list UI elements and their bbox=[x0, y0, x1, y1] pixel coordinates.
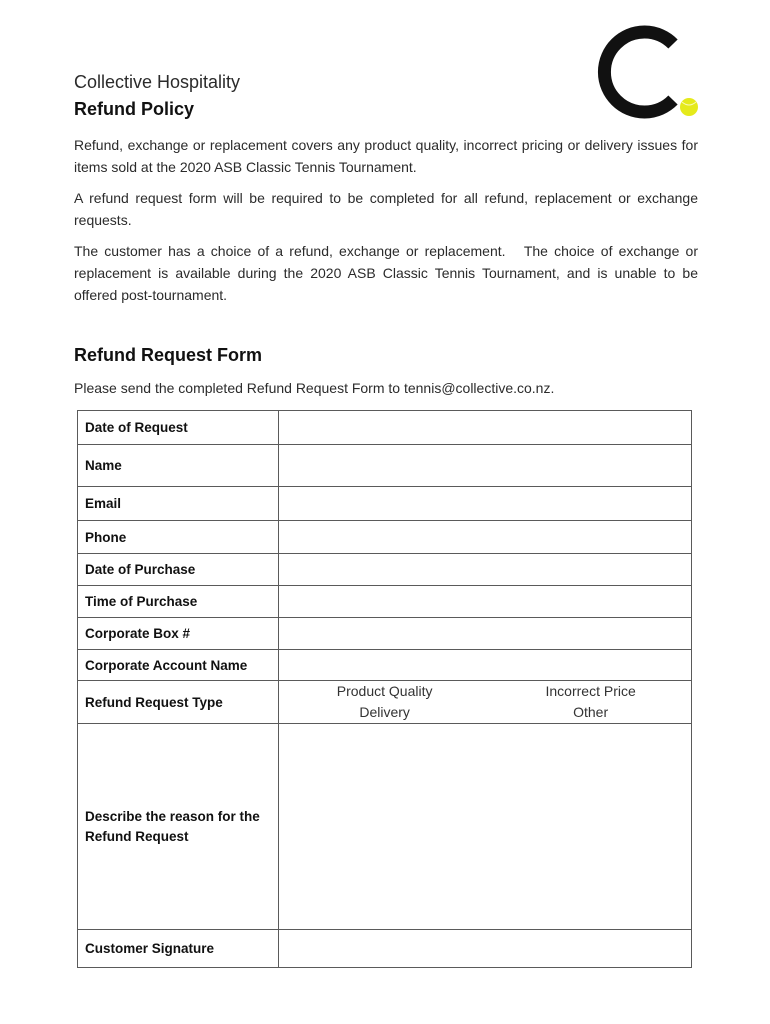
form-row-date-of-request bbox=[78, 411, 692, 445]
field-label: Customer Signature bbox=[78, 930, 279, 968]
form-row-name bbox=[78, 445, 692, 487]
time-of-purchase-field[interactable] bbox=[279, 586, 692, 618]
reason-textarea[interactable] bbox=[279, 724, 692, 930]
logo-tennis-ball-dot bbox=[680, 98, 698, 116]
company-name: Collective Hospitality bbox=[74, 72, 241, 92]
field-label: Date of Purchase bbox=[78, 554, 279, 586]
email-field[interactable] bbox=[279, 487, 692, 521]
form-row-time-of-purchase bbox=[78, 586, 692, 618]
field-label: Email bbox=[78, 487, 279, 521]
option-other[interactable]: Other bbox=[573, 704, 609, 720]
policy-paragraph: A refund request form will be required to be completed for all refund, replacement or exchange requests. bbox=[74, 190, 698, 228]
option-incorrect-price[interactable]: Incorrect Price bbox=[545, 683, 636, 699]
form-instructions: Please send the completed Refund Request Form to tennis@collective.co.nz. bbox=[74, 380, 555, 396]
form-row-phone bbox=[78, 521, 692, 554]
phone-field[interactable] bbox=[279, 521, 692, 554]
collective-logo bbox=[590, 22, 702, 122]
form-title: Refund Request Form bbox=[74, 345, 263, 365]
name-field[interactable] bbox=[279, 445, 692, 487]
request-type-options-left bbox=[279, 681, 491, 724]
field-label: Refund Request Type bbox=[78, 681, 279, 724]
form-row-email bbox=[78, 487, 692, 521]
corporate-account-name-field[interactable] bbox=[279, 650, 692, 681]
date-of-purchase-field[interactable] bbox=[279, 554, 692, 586]
refund-request-form-table bbox=[77, 410, 692, 968]
date-of-request-field[interactable] bbox=[279, 411, 692, 445]
form-row-reason bbox=[78, 724, 692, 930]
option-delivery[interactable]: Delivery bbox=[359, 704, 410, 720]
form-row-date-of-purchase bbox=[78, 554, 692, 586]
field-label: Date of Request bbox=[78, 411, 279, 445]
field-label: Describe the reason for the Refund Request bbox=[78, 724, 279, 930]
form-row-corporate-box bbox=[78, 618, 692, 650]
field-label: Corporate Box # bbox=[78, 618, 279, 650]
field-label: Corporate Account Name bbox=[78, 650, 279, 681]
field-label: Phone bbox=[78, 521, 279, 554]
customer-signature-field[interactable] bbox=[279, 930, 692, 968]
form-row-corporate-account-name bbox=[78, 650, 692, 681]
logo-letter-c bbox=[604, 32, 673, 112]
option-product-quality[interactable]: Product Quality bbox=[336, 683, 433, 699]
field-label: Name bbox=[78, 445, 279, 487]
corporate-box-field[interactable] bbox=[279, 618, 692, 650]
request-type-options-right bbox=[490, 681, 691, 724]
field-label: Time of Purchase bbox=[78, 586, 279, 618]
policy-paragraph: Refund, exchange or replacement covers any product quality, incorrect pricing or delivery issues for items sold at the 2020 ASB Classic Tennis Tournament. bbox=[74, 137, 698, 175]
policy-title: Refund Policy bbox=[74, 99, 195, 119]
form-row-customer-signature bbox=[78, 930, 692, 968]
policy-paragraph: The customer has a choice of a refund, exchange or replacement. The choice of exchange or replacement is available during the 2020 ASB Classic Tennis Tournament, and is unable to be offered post-tournament. bbox=[74, 243, 702, 303]
form-row-refund-request-type bbox=[78, 681, 692, 724]
